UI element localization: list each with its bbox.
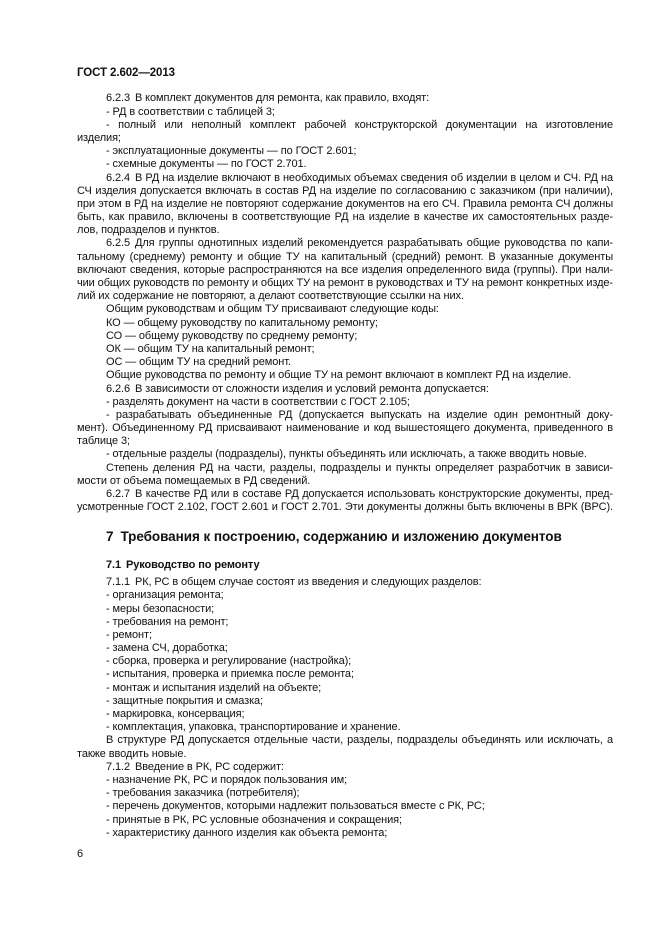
section-heading	[77, 529, 613, 545]
list-item-continuation: таблице 3;	[77, 435, 130, 448]
clause-text: РК, РС в общем случае состоят из введения и следующих разделов:	[134, 576, 482, 589]
list-item: - разделять документ на части в соответствии с ГОСТ 2.105;	[106, 395, 410, 408]
clause-line: тальному (среднему) ремонту и общие ТУ на капитальный (средний) ремонт. В указанные документы	[77, 250, 613, 263]
clause-7-1-2	[77, 761, 613, 840]
clause-number: 6.2.7	[106, 488, 130, 501]
clause-text: В комплект документов для ремонта, как правило, входят:	[134, 92, 430, 105]
clause-number: 7.1.2	[106, 760, 130, 773]
list-item: - перечень документов, которыми надлежит пользоваться вместе с РК, РС;	[106, 800, 485, 813]
subsection-title: Руководство по ремонту	[126, 559, 260, 572]
clause-line: чии общих руководств по ремонту и общих ТУ на ремонт в руководствах и ТУ на ремонт конкретных изде-	[77, 277, 613, 290]
code-separator: —	[125, 356, 137, 369]
section-number: 7	[106, 528, 114, 544]
list-item: - меры безопасности;	[106, 602, 215, 615]
clause-line: лий их содержание не повторяют, а делают соответствующие ссылки на них.	[77, 290, 464, 303]
clause-6-2-6	[77, 383, 613, 489]
clause-line: лов, подразделов и пунктов.	[77, 224, 220, 237]
clause-note: также вводить новые.	[77, 747, 187, 760]
clause-6-2-7	[77, 488, 613, 514]
list-item: - организация ремонта;	[106, 589, 224, 602]
clause-line	[77, 488, 613, 501]
subsection-number: 7.1	[106, 559, 121, 572]
code-definition	[77, 343, 613, 356]
list-item: - комплектация, упаковка, транспортирование и хранение.	[106, 721, 401, 734]
code-description: общим ТУ на средний ремонт.	[139, 356, 291, 369]
code-description: общему руководству по капитальному ремонту;	[137, 316, 378, 329]
clause-line: СЧ изделия допускается включать в состав РД на изделие по согласованию с заказчиком (при наличии),	[77, 184, 613, 197]
clause-lead	[77, 761, 613, 774]
clause-line	[77, 172, 613, 185]
section-title: Требования к построению, содержанию и изложению документов	[120, 528, 562, 544]
document-designation: ГОСТ 2.602—2013	[77, 67, 175, 79]
code-definition	[77, 317, 613, 330]
list-item: - замена СЧ, доработка;	[106, 642, 228, 655]
clause-line: включают сведения, которые распространяются на все изделия определенного вида (группы). При нали-	[77, 263, 613, 276]
code-separator: —	[123, 316, 135, 329]
clause-7-1-1	[77, 576, 613, 761]
clause-text: Для группы однотипных изделий рекомендуется разрабатывать общие руководства по капи-	[134, 237, 613, 250]
clause-number: 7.1.1	[106, 576, 130, 589]
clause-text: Введение в РК, РС содержит:	[134, 760, 284, 773]
list-item: - монтаж и испытания изделий на объекте;	[106, 681, 322, 694]
code: СО	[106, 329, 123, 342]
clause-line: быть, как правило, включены в соответствующие РД на изделие в качестве их самостоятельных разде-	[77, 211, 613, 224]
code-description: общим ТУ на капитальный ремонт;	[137, 342, 315, 355]
clause-lead	[77, 92, 613, 105]
code-description: общему руководству по среднему ремонту;	[138, 329, 358, 342]
list-item: - маркировка, консервация;	[106, 708, 245, 721]
clause-lead	[77, 576, 613, 589]
list-item: - требования заказчика (потребителя);	[106, 787, 300, 800]
clause-text: В качестве РД или в составе РД допускается использовать конструкторские документы, пред-	[134, 488, 613, 501]
list-item: - защитные покрытия и смазка;	[106, 694, 264, 707]
code-definition	[77, 356, 613, 369]
clause-lead	[77, 383, 613, 396]
clause-number: 6.2.6	[106, 382, 130, 395]
list-item: - разрабатывать объединенные РД (допускается выпускать на изделие один ремонтный доку-	[106, 408, 613, 421]
clause-number: 6.2.3	[106, 92, 130, 105]
code: ОК	[106, 342, 121, 355]
clause-number: 6.2.4	[106, 171, 130, 184]
list-item: - схемные документы — по ГОСТ 2.701.	[106, 158, 307, 171]
clause-text: В зависимости от сложности изделия и условий ремонта допускается:	[134, 382, 489, 395]
list-item-continuation: изделия;	[77, 131, 121, 144]
list-item: - характеристику данного изделия как объекта ремонта;	[106, 826, 388, 839]
clause-text: В РД на изделие включают в необходимых объемах сведения об изделии в целом и СЧ. РД на	[134, 171, 613, 184]
code-separator: —	[123, 342, 135, 355]
list-item: - требования на ремонт;	[106, 615, 229, 628]
clause-line: при этом в РД на изделие не повторяют содержание документов на его СЧ. Правила ремонта СЧ должны	[77, 197, 613, 210]
list-item: - сборка, проверка и регулирование (настройка);	[106, 655, 352, 668]
list-item-continuation: мент). Объединенному РД присваивают наименование и код вышестоящего документа, приведенного в	[77, 422, 613, 435]
page-number: 6	[77, 848, 84, 861]
list-item: - назначение РК, РС и порядок пользования им;	[106, 773, 348, 786]
clause-number: 6.2.5	[106, 237, 130, 250]
list-item: - полный или неполный комплект рабочей конструкторской документации на изготовление	[106, 118, 613, 131]
code: КО	[106, 316, 121, 329]
subsection-heading	[77, 559, 613, 572]
clause-note: Степень деления РД на части, разделы, подразделы и пункты определяет разработчик в зависи-	[106, 461, 613, 474]
clause-note: В структуре РД допускается отдельные части, разделы, подразделы объединять или исключать, а	[106, 734, 613, 747]
clause-line	[77, 237, 613, 250]
clause-note: мости от объема помещаемых в РД сведений.	[77, 474, 311, 487]
clause-6-2-4	[77, 172, 613, 238]
code-separator: —	[125, 329, 136, 342]
list-item: - испытания, проверка и приемка после ремонта;	[106, 668, 354, 681]
clause-6-2-5	[77, 237, 613, 382]
list-item: - отдельные разделы (подразделы), пункты объединять или исключать, а также вводить новые.	[106, 448, 587, 461]
code: ОС	[106, 356, 123, 369]
list-item: - ремонт;	[106, 628, 152, 641]
list-item: - принятые в РК, РС условные обозначения и сокращения;	[106, 813, 402, 826]
list-item: - эксплуатационные документы — по ГОСТ 2.601;	[106, 145, 357, 158]
document-body	[77, 92, 613, 840]
codes-intro: Общим руководствам и общим ТУ присваивают следующие коды:	[106, 303, 439, 316]
codes-closing: Общие руководства по ремонту и общие ТУ на ремонт включают в комплект РД на изделие.	[106, 369, 572, 382]
clause-line: усмотренные ГОСТ 2.102, ГОСТ 2.601 и ГОСТ 2.701. Эти документы должны быть включены в ВРК (ВРС).	[77, 501, 613, 514]
list-item: - РД в соответствии с таблицей 3;	[106, 105, 275, 118]
clause-6-2-3	[77, 92, 613, 171]
code-definition	[77, 330, 613, 343]
